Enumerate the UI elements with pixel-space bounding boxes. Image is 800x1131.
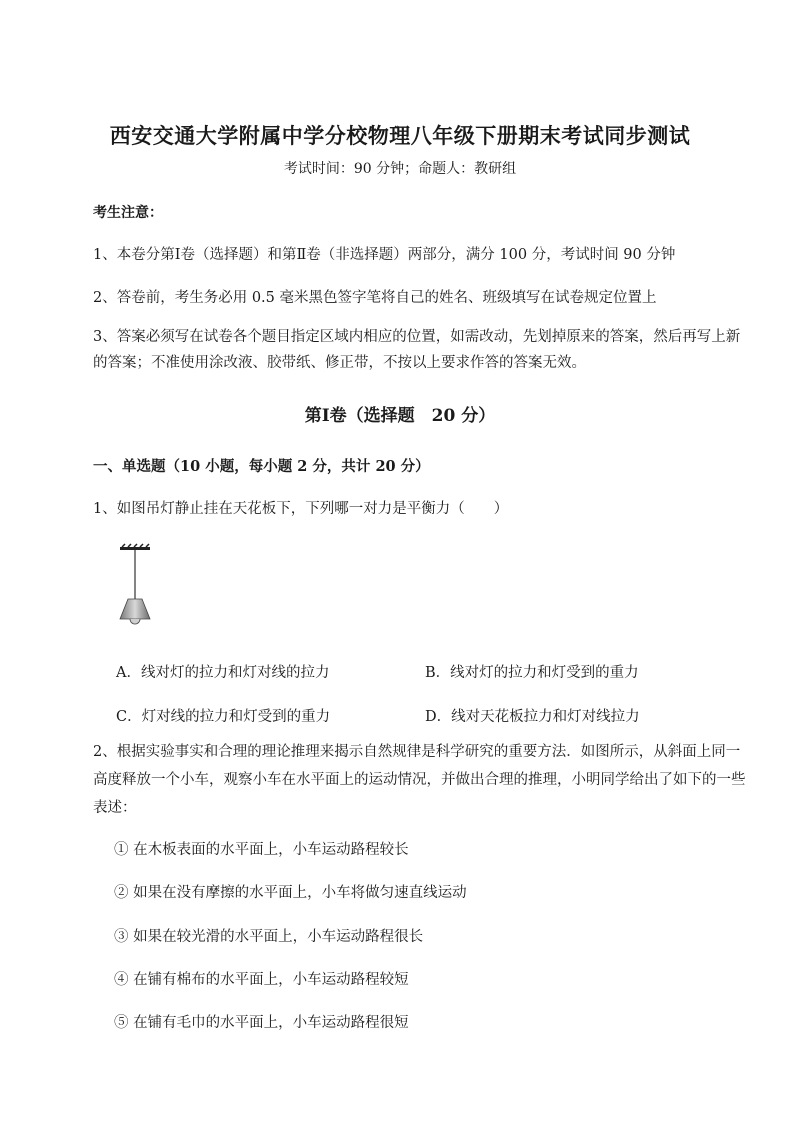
notice-item-2: 2、答卷前，考生务必用 0.5 毫米黑色签字笔将自己的姓名、班级填写在试卷规定位置上 bbox=[93, 290, 657, 306]
q1-option-d[interactable]: D．线对天花板拉力和灯对线拉力 bbox=[425, 709, 640, 725]
q1-option-b[interactable]: B．线对灯的拉力和灯受到的重力 bbox=[425, 665, 639, 681]
notice-item-3: 3、答案必须写在试卷各个题目指定区域内相应的位置，如需改动，先划掉原来的答案，然后再写上新的答案；不准使用涂改液、胶带纸、修正带，不按以上要求作答的答案无效。 bbox=[93, 329, 741, 371]
question-2-stem: 2、根据实验事实和合理的理论推理来揭示自然规律是科学研究的重要方法．如图所示，从斜面上同一高度释放一个小车，观察小车在水平面上的运动情况，并做出合理的推理，小明同学给出了如下的一些表述： bbox=[93, 744, 746, 816]
exam-title: 西安交通大学附属中学分校物理八年级下册期末考试同步测试 bbox=[109, 123, 691, 148]
notice-item-1: 1、本卷分第Ⅰ卷（选择题）和第Ⅱ卷（非选择题）两部分，满分 100 分，考试时间 90 分钟 bbox=[93, 247, 676, 263]
part-heading: 一、单选题（10 小题，每小题 2 分，共计 20 分） bbox=[93, 458, 430, 475]
notice-heading: 考生注意： bbox=[93, 205, 163, 221]
exam-subtitle: 考试时间：90 分钟；命题人：教研组 bbox=[283, 161, 517, 177]
question-1-stem: 1、如图吊灯静止挂在天花板下，下列哪一对力是平衡力（ ） bbox=[93, 501, 509, 517]
lamp-shade bbox=[120, 599, 150, 619]
lamp-bulb bbox=[130, 619, 140, 624]
hanging-lamp-figure bbox=[110, 543, 160, 633]
q2-statement-4: ④ 在铺有棉布的水平面上，小车运动路程较短 bbox=[114, 972, 409, 988]
q2-statement-3: ③ 如果在较光滑的水平面上，小车运动路程很长 bbox=[114, 929, 424, 945]
q2-statement-1: ① 在木板表面的水平面上，小车运动路程较长 bbox=[114, 842, 409, 858]
q2-statement-2: ② 如果在没有摩擦的水平面上，小车将做匀速直线运动 bbox=[114, 885, 467, 901]
ceiling-hatch bbox=[120, 544, 150, 550]
q1-option-a[interactable]: A．线对灯的拉力和灯对线的拉力 bbox=[116, 665, 330, 681]
section-title: 第Ⅰ卷（选择题 20 分） bbox=[304, 406, 496, 426]
q1-option-c[interactable]: C．灯对线的拉力和灯受到的重力 bbox=[116, 709, 331, 725]
q2-statement-5: ⑤ 在铺有毛巾的水平面上，小车运动路程很短 bbox=[114, 1015, 409, 1031]
